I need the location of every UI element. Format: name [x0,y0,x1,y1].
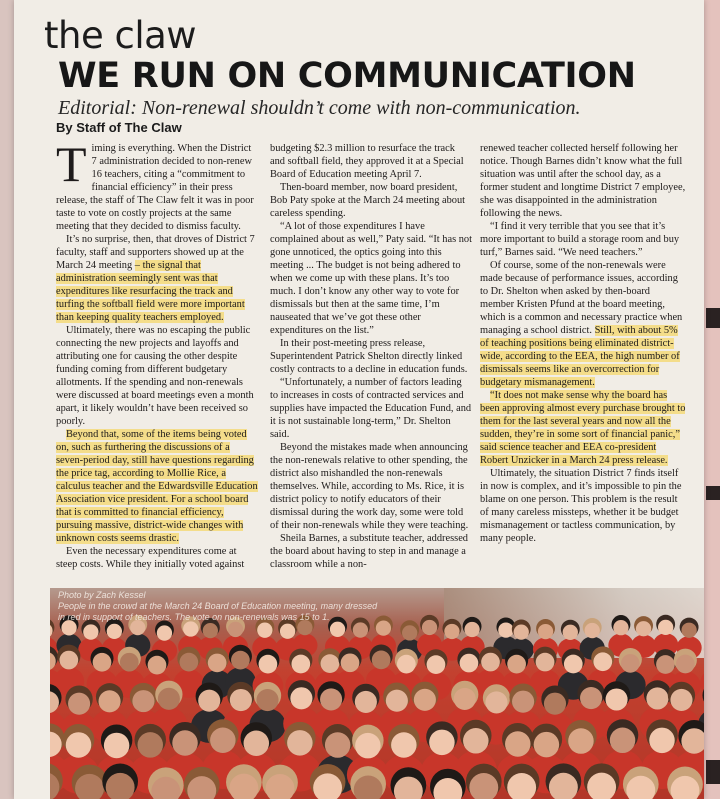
article-paragraph: Beyond the mistakes made when announcing the non-renewals relative to other spending, the district also mishandled the non-renewals themselves. While, according to Ms. Rice, it is district policy to notify educators of their dismissal during the work day, some were told of their non-renewals while they were teaching. [270,442,469,531]
highlighted-text: – the signal that administration seemingly sent was that expenditures like resurfacing the track and turfing the softball field were more important than keeping quality teachers employed. [56,260,245,323]
article-paragraph: Timing is everything. When the District 7 administration decided to non-renew 16 teachers, citing a “commitment to financial efficiency” in their press release, the staff of The Claw felt it was in poor taste to vote on costly projects at the same meeting that they decided to dismiss faculty. [56,136,254,232]
crowd-person-face [372,651,391,670]
crowd-person-face [257,623,272,638]
crowd-person-face [148,656,167,675]
article-column-1 [56,136,258,571]
crowd-person-face [613,620,628,635]
article-column-3 [480,142,686,545]
crowd-person-face [514,624,529,639]
crowd-person-face [183,621,198,636]
adjacent-page-mark [706,486,720,500]
crowd-person-face [120,653,139,672]
crowd-person-face [230,689,252,711]
crowd-person-face [397,655,416,674]
crowd-person-face [580,687,602,709]
crowd-person-face [198,690,220,712]
crowd-person-face [180,653,199,672]
article-body [14,136,704,582]
crowd-person-face [208,654,227,673]
crowd-person-face [172,730,198,756]
crowd-person-face [568,728,594,754]
crowd-person-face [386,690,408,712]
crowd-person-face [99,690,121,712]
crowd-person-face [538,624,553,639]
crowd-person-face [391,732,417,758]
article-paragraph [56,428,258,545]
adjacent-page-mark [706,308,720,328]
crowd-person-face [287,730,313,756]
crowd-person-face [330,622,345,637]
crowd-person-face [593,652,612,671]
crowd-person-face [464,622,479,637]
article-paragraph: “Unfortunately, a number of factors leading to increases in costs of contracted services and supplies have impacted the Education Fund, and it is not sustainable long-term,” Dr. Shelton said. [270,377,472,440]
crowd-person-face [376,620,391,635]
crowd-person-face [427,655,446,674]
crowd-person-face [670,689,692,711]
crowd-person-face [505,731,530,757]
crowd-person-face [320,688,342,710]
drop-cap: T [56,136,87,192]
crowd-person-face [137,732,163,758]
crowd-person-face [534,732,560,758]
article-paragraph: Sheila Barnes, a substitute teacher, addressed the board about having to step in and manage a classroom while a non- [270,533,468,570]
crowd-person-face [325,732,351,758]
highlighted-text: Beyond that, some of the items being voted on, such as furthering the discussions of a seven-period day, still have questions regarding the price tag, according to Mollie Rice, a calculus teacher and the Edwardsville Education Association vice president. For a school board that is committed to financial efficiency, pursuing massive, district-wide changes with unknown costs seems drastic. [56,429,258,544]
crowd-person-face [585,623,600,638]
crowd-person-face [341,653,360,672]
section-kicker: the claw [44,14,197,57]
crowd-person-face [460,654,479,673]
crowd-person-face [280,624,295,639]
crowd-person-face [606,688,628,710]
crowd-person-face [355,691,377,713]
article-paragraph: Then-board member, now board president, Bob Paty spoke at the March 24 meeting about careless spending. [270,182,466,219]
crowd-person-face [402,625,417,640]
crowd-person-face [444,624,459,639]
crowd-person-face [676,655,695,674]
crowd-person-face [353,622,368,637]
crowd-person-face [68,693,90,715]
highlighted-text: “It does not make sense why the board has been approving almost every purchase brought to them for the last several years and now all the sudden, they’re in some sort of financial panic,” said science teacher and EEA co-president Robert Unzicker in a March 24 press release. [480,390,686,466]
article-column-2 [270,142,472,571]
crowd-person-face [259,655,278,674]
crowd-person-face [498,622,513,637]
crowd-person-face [104,733,130,759]
crowd-person-face [231,651,250,670]
crowd-person-face [290,687,312,709]
article-paragraph [480,389,686,467]
crowd-person-face [564,655,583,674]
crowd-person-face [291,655,310,674]
article-paragraph: Ultimately, there was no escaping the public connecting the new projects and layoffs and attributing one for causing the other despite funding coming from different budgetary allotments. If the spending and non-renewals were discussed at board meetings even a month apart, it likely wouldn’t have been received so poorly. [56,325,254,427]
adjacent-page-mark [706,760,720,784]
crowd-person-face [485,691,507,713]
article-paragraph: “A lot of those expenditures I have complained about as well,” Paty said. “It has not gone unnoticed, the optics going into this meeting ... The budget is not being adhered to when we come up with these plans. It’s too much. I don’t know any other way to vote for dismissals but then at the same time, I’m nauseated that we’ve got these other expenditures on the list.” [270,221,472,336]
article-paragraph: Of course, some of the non-renewals were made because of performance issues, according to Dr. Shelton when asked by then-board member Kristen Pfund at the board meeting, which is a common and necessary practice when managing a school district. Still, with about 5% of teaching positions being eliminated district-wide, according to the EEA, the high number of dismissals seems like an overcorrection for budgetary mismanagement. [480,260,683,388]
crowd-person-face [321,654,340,673]
photo-credit: Photo by Zach Kessel [58,590,146,600]
photo-caption [58,590,378,623]
crowd-person-face [355,733,381,759]
crowd-person-face [610,728,636,754]
crowd-person-face [158,688,180,710]
crowd-person-face [507,655,526,674]
crowd-person-face [59,651,78,670]
article-paragraph: “I find it very terrible that you see that it’s more important to build a storage room and buy turf,” Barnes said. “We need teachers.” [480,221,680,258]
byline: By Staff of The Claw [56,120,182,135]
crowd-person-face [157,625,172,640]
crowd-photo [50,588,704,799]
crowd-person-face [93,653,112,672]
article-paragraph: In their post-meeting press release, Superintendent Patrick Shelton directly linked costly contracts to a decline in education funds. [270,338,468,375]
crowd-person-face [536,653,555,672]
article-paragraph: It’s no surprise, then, that droves of District 7 faculty, staff and supporters showed up at the March 24 meeting – the signal that administration seemingly sent was that expenditures like resurfacing the track and turfing the softball field were more important than keeping quality teachers employed. [56,234,255,323]
crowd-person-face [132,690,154,712]
crowd-person-face [544,693,566,715]
crowd-person-face [414,689,436,711]
crowd-person-face [256,689,278,711]
newspaper-page [14,0,704,799]
photo-caption-text: People in the crowd at the March 24 Board of Education meeting, many dressed in red in support of teachers. The vote on non-renewals was 15 to 1. [58,601,378,622]
article-paragraph: renewed teacher collected herself following her notice. Though Barnes didn’t know what the full situation was until after the school day, as a former student and longtime District 7 employee, she was disappointed in the administration following the news. [480,143,686,219]
crowd-person-face [512,691,534,713]
crowd-person-face [481,653,500,672]
crowd-person-face [636,621,651,636]
crowd-person-face [454,688,476,710]
article-paragraph: Ultimately, the situation District 7 finds itself in now is complex, and it’s impossible to pin the blame on one person. This problem is the result of many careless missteps, whether it be budget mismanagement or tactless communication, by many people. [480,468,682,544]
crowd-person-face [649,728,675,754]
adjacent-page-edge [704,0,720,799]
crowd-person-face [658,620,673,635]
crowd-person-face [429,730,455,756]
crowd-person-face [83,624,98,639]
crowd-person-face [681,623,696,638]
crowd-person-face [621,654,640,673]
crowd-person-face [66,732,92,758]
article-paragraph: Even the necessary expenditures come at steep costs. While they initially voted against [56,546,245,570]
deck-subheadline: Editorial: Non-renewal shouldn’t come with non-communication. [58,97,581,119]
headline: WE RUN ON COMMUNICATION [58,56,636,96]
article-paragraph: budgeting $2.3 million to resurface the track and softball field, they approved it at a Special Board of Education meeting April 7. [270,143,464,180]
crowd-person-face [656,655,675,674]
crowd-person-face [422,620,437,635]
highlighted-text: Still, with about 5% of teaching positions being eliminated district-wide, according to the EEA, the high number of dismissals seems like an overcorrection for budgetary mismanagement. [480,325,680,388]
crowd-person-face [228,622,243,637]
crowd-person-face [244,730,270,756]
crowd-person-face [463,728,489,754]
crowd-person-face [563,625,578,640]
crowd-person-face [203,623,218,638]
crowd-person-face [646,687,668,709]
crowd-person-face [107,624,122,639]
crowd-person-face [210,728,236,754]
